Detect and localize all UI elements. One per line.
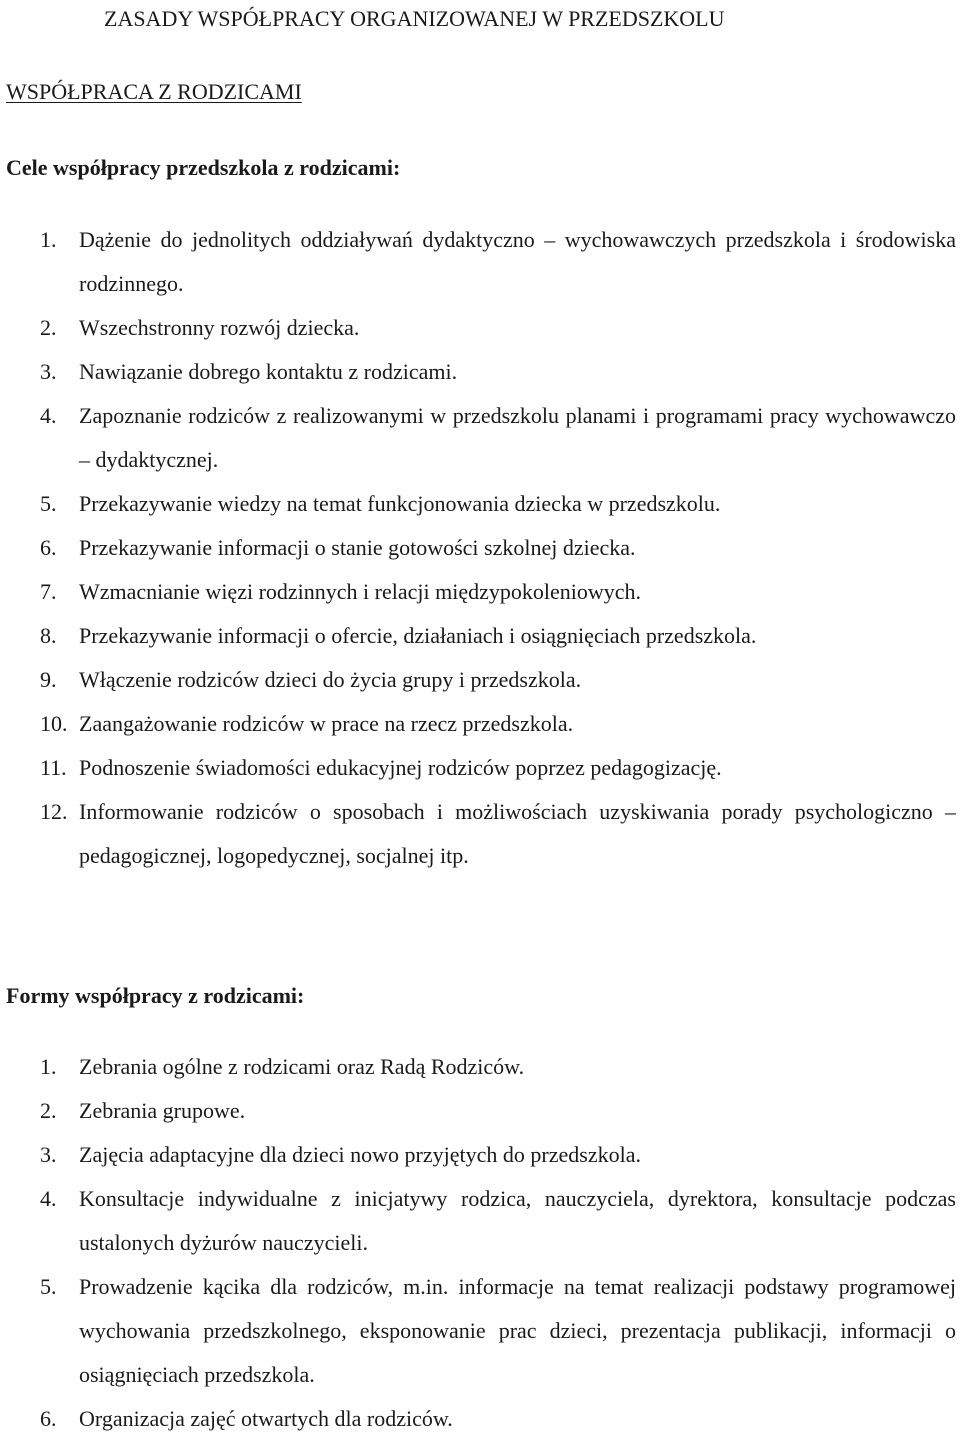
list-item (0, 1133, 956, 1177)
list-item-text: Prowadzenie kącika dla rodziców, m.in. informacje na temat realizacji podstawy programowej wychowania przedszkolnego, eksponowanie prac dzieci, prezentacja publikacji, informacji o osiągnięciach przedszkola. (79, 1274, 956, 1387)
list-item (0, 746, 956, 790)
list-item (0, 658, 956, 702)
list-item (0, 1265, 956, 1397)
list-item-number: 5. (40, 1274, 57, 1299)
list-item-text: Podnoszenie świadomości edukacyjnej rodziców poprzez pedagogizację. (79, 755, 722, 780)
list-item-text: Wszechstronny rozwój dziecka. (79, 315, 360, 340)
list-item-number: 7. (40, 579, 57, 604)
list-item-number: 11. (40, 755, 67, 780)
list-item (0, 526, 956, 570)
list-item-number: 2. (40, 315, 57, 340)
list-item (0, 1089, 956, 1133)
list-item (0, 394, 956, 482)
list-item-number: 1. (40, 227, 57, 252)
list-item (0, 350, 956, 394)
list-item (0, 614, 956, 658)
list-item (0, 218, 956, 306)
list-item (0, 482, 956, 526)
list-item-text: Przekazywanie wiedzy na temat funkcjonowania dziecka w przedszkolu. (79, 491, 721, 516)
list-item-number: 3. (40, 1142, 57, 1167)
list-item (0, 790, 956, 878)
forms-heading: Formy współpracy z rodzicami: (6, 983, 305, 1008)
list-item-text: Zaangażowanie rodziców w prace na rzecz przedszkola. (79, 711, 574, 736)
list-item-text: Dążenie do jednolitych oddziaływań dydaktyczno – wychowawczych przedszkola i środowiska rodzinnego. (79, 227, 956, 296)
list-item-number: 4. (40, 403, 57, 428)
list-item-number: 3. (40, 359, 57, 384)
list-item-number: 2. (40, 1098, 57, 1123)
list-item-number: 1. (40, 1054, 57, 1079)
list-item (0, 1397, 956, 1441)
list-item-text: Zapoznanie rodziców z realizowanymi w przedszkolu planami i programami pracy wychowawczo – dydaktycznej. (79, 403, 956, 472)
list-item-text: Zebrania grupowe. (79, 1098, 246, 1123)
list-item-text: Włączenie rodziców dzieci do życia grupy i przedszkola. (79, 667, 582, 692)
list-item-number: 5. (40, 491, 57, 516)
list-item-number: 10. (40, 711, 68, 736)
list-item-text: Zajęcia adaptacyjne dla dzieci nowo przyjętych do przedszkola. (79, 1142, 641, 1167)
list-item (0, 570, 956, 614)
document-subtitle: WSPÓŁPRACA Z RODZICAMI (6, 79, 302, 104)
list-item (0, 702, 956, 746)
list-item (0, 306, 956, 350)
list-item-number: 12. (40, 799, 68, 824)
list-item-number: 6. (40, 535, 57, 560)
list-item-text: Nawiązanie dobrego kontaktu z rodzicami. (79, 359, 458, 384)
list-item (0, 1177, 956, 1265)
list-item-number: 9. (40, 667, 57, 692)
list-item-number: 8. (40, 623, 57, 648)
list-item-text: Konsultacje indywidualne z inicjatywy rodzica, nauczyciela, dyrektora, konsultacje podczas ustalonych dyżurów nauczycieli. (79, 1186, 956, 1255)
list-item-text: Informowanie rodziców o sposobach i możliwościach uzyskiwania porady psychologiczno – pedagogicznej, logopedycznej, socjalnej itp. (79, 799, 956, 868)
goals-heading: Cele współpracy przedszkola z rodzicami: (6, 155, 401, 180)
list-item-text: Przekazywanie informacji o ofercie, działaniach i osiągnięciach przedszkola. (79, 623, 757, 648)
goals-list (0, 218, 956, 878)
list-item-number: 4. (40, 1186, 57, 1211)
list-item-number: 6. (40, 1406, 57, 1431)
forms-list (0, 1045, 956, 1441)
list-item-text: Organizacja zajęć otwartych dla rodziców. (79, 1406, 453, 1431)
list-item-text: Zebrania ogólne z rodzicami oraz Radą Rodziców. (79, 1054, 525, 1079)
document-title: ZASADY WSPÓŁPRACY ORGANIZOWANEJ W PRZEDSZKOLU (104, 6, 725, 31)
list-item-text: Wzmacnianie więzi rodzinnych i relacji międzypokoleniowych. (79, 579, 641, 604)
list-item-text: Przekazywanie informacji o stanie gotowości szkolnej dziecka. (79, 535, 636, 560)
list-item (0, 1045, 956, 1089)
